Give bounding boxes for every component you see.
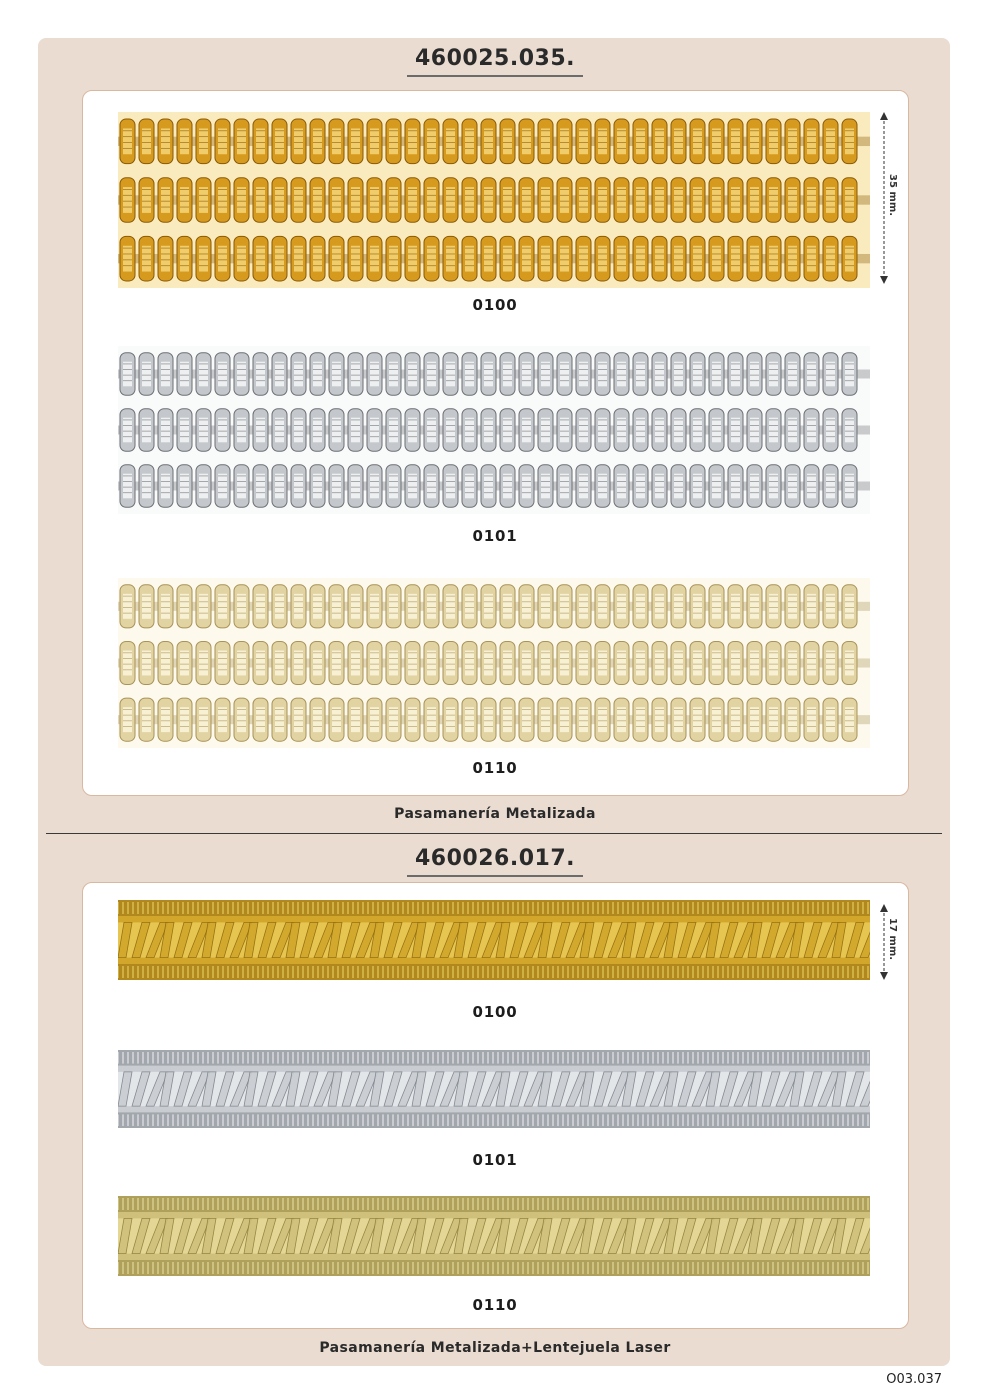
trim-swatch-460026-0100 [118,900,870,980]
braid-picture [118,112,870,288]
page-number: O03.037 [886,1372,942,1387]
measure-35mm [878,112,898,284]
item-code: 0110 [472,1296,518,1314]
trim-swatch-460025-0101 [118,346,870,514]
trim-swatch-460025-0110 [118,578,870,748]
sequin-braid-picture [118,1196,870,1276]
measure-label: 17 mm. [887,918,898,961]
trim-swatch-460026-0110 [118,1196,870,1276]
section-2-caption: Pasamanería Metalizada+Lentejuela Laser [319,1340,671,1356]
item-code: 0101 [472,527,518,545]
sequin-braid-picture [118,900,870,980]
trim-swatch-460026-0101 [118,1050,870,1128]
measure-17mm [878,904,898,980]
trim-swatch-460025-0100 [118,112,870,288]
item-code: 0110 [472,759,518,777]
section-2-title: 460026.017. [0,846,990,877]
braid-picture [118,346,870,514]
measure-label: 35 mm. [887,174,898,217]
section-1-caption: Pasamanería Metalizada [394,806,596,822]
item-code: 0100 [472,296,518,314]
item-code: 0101 [472,1151,518,1169]
braid-picture [118,578,870,748]
item-code: 0100 [472,1003,518,1021]
section-divider [46,833,942,834]
sequin-braid-picture [118,1050,870,1128]
section-1-title: 460025.035. [0,46,990,77]
